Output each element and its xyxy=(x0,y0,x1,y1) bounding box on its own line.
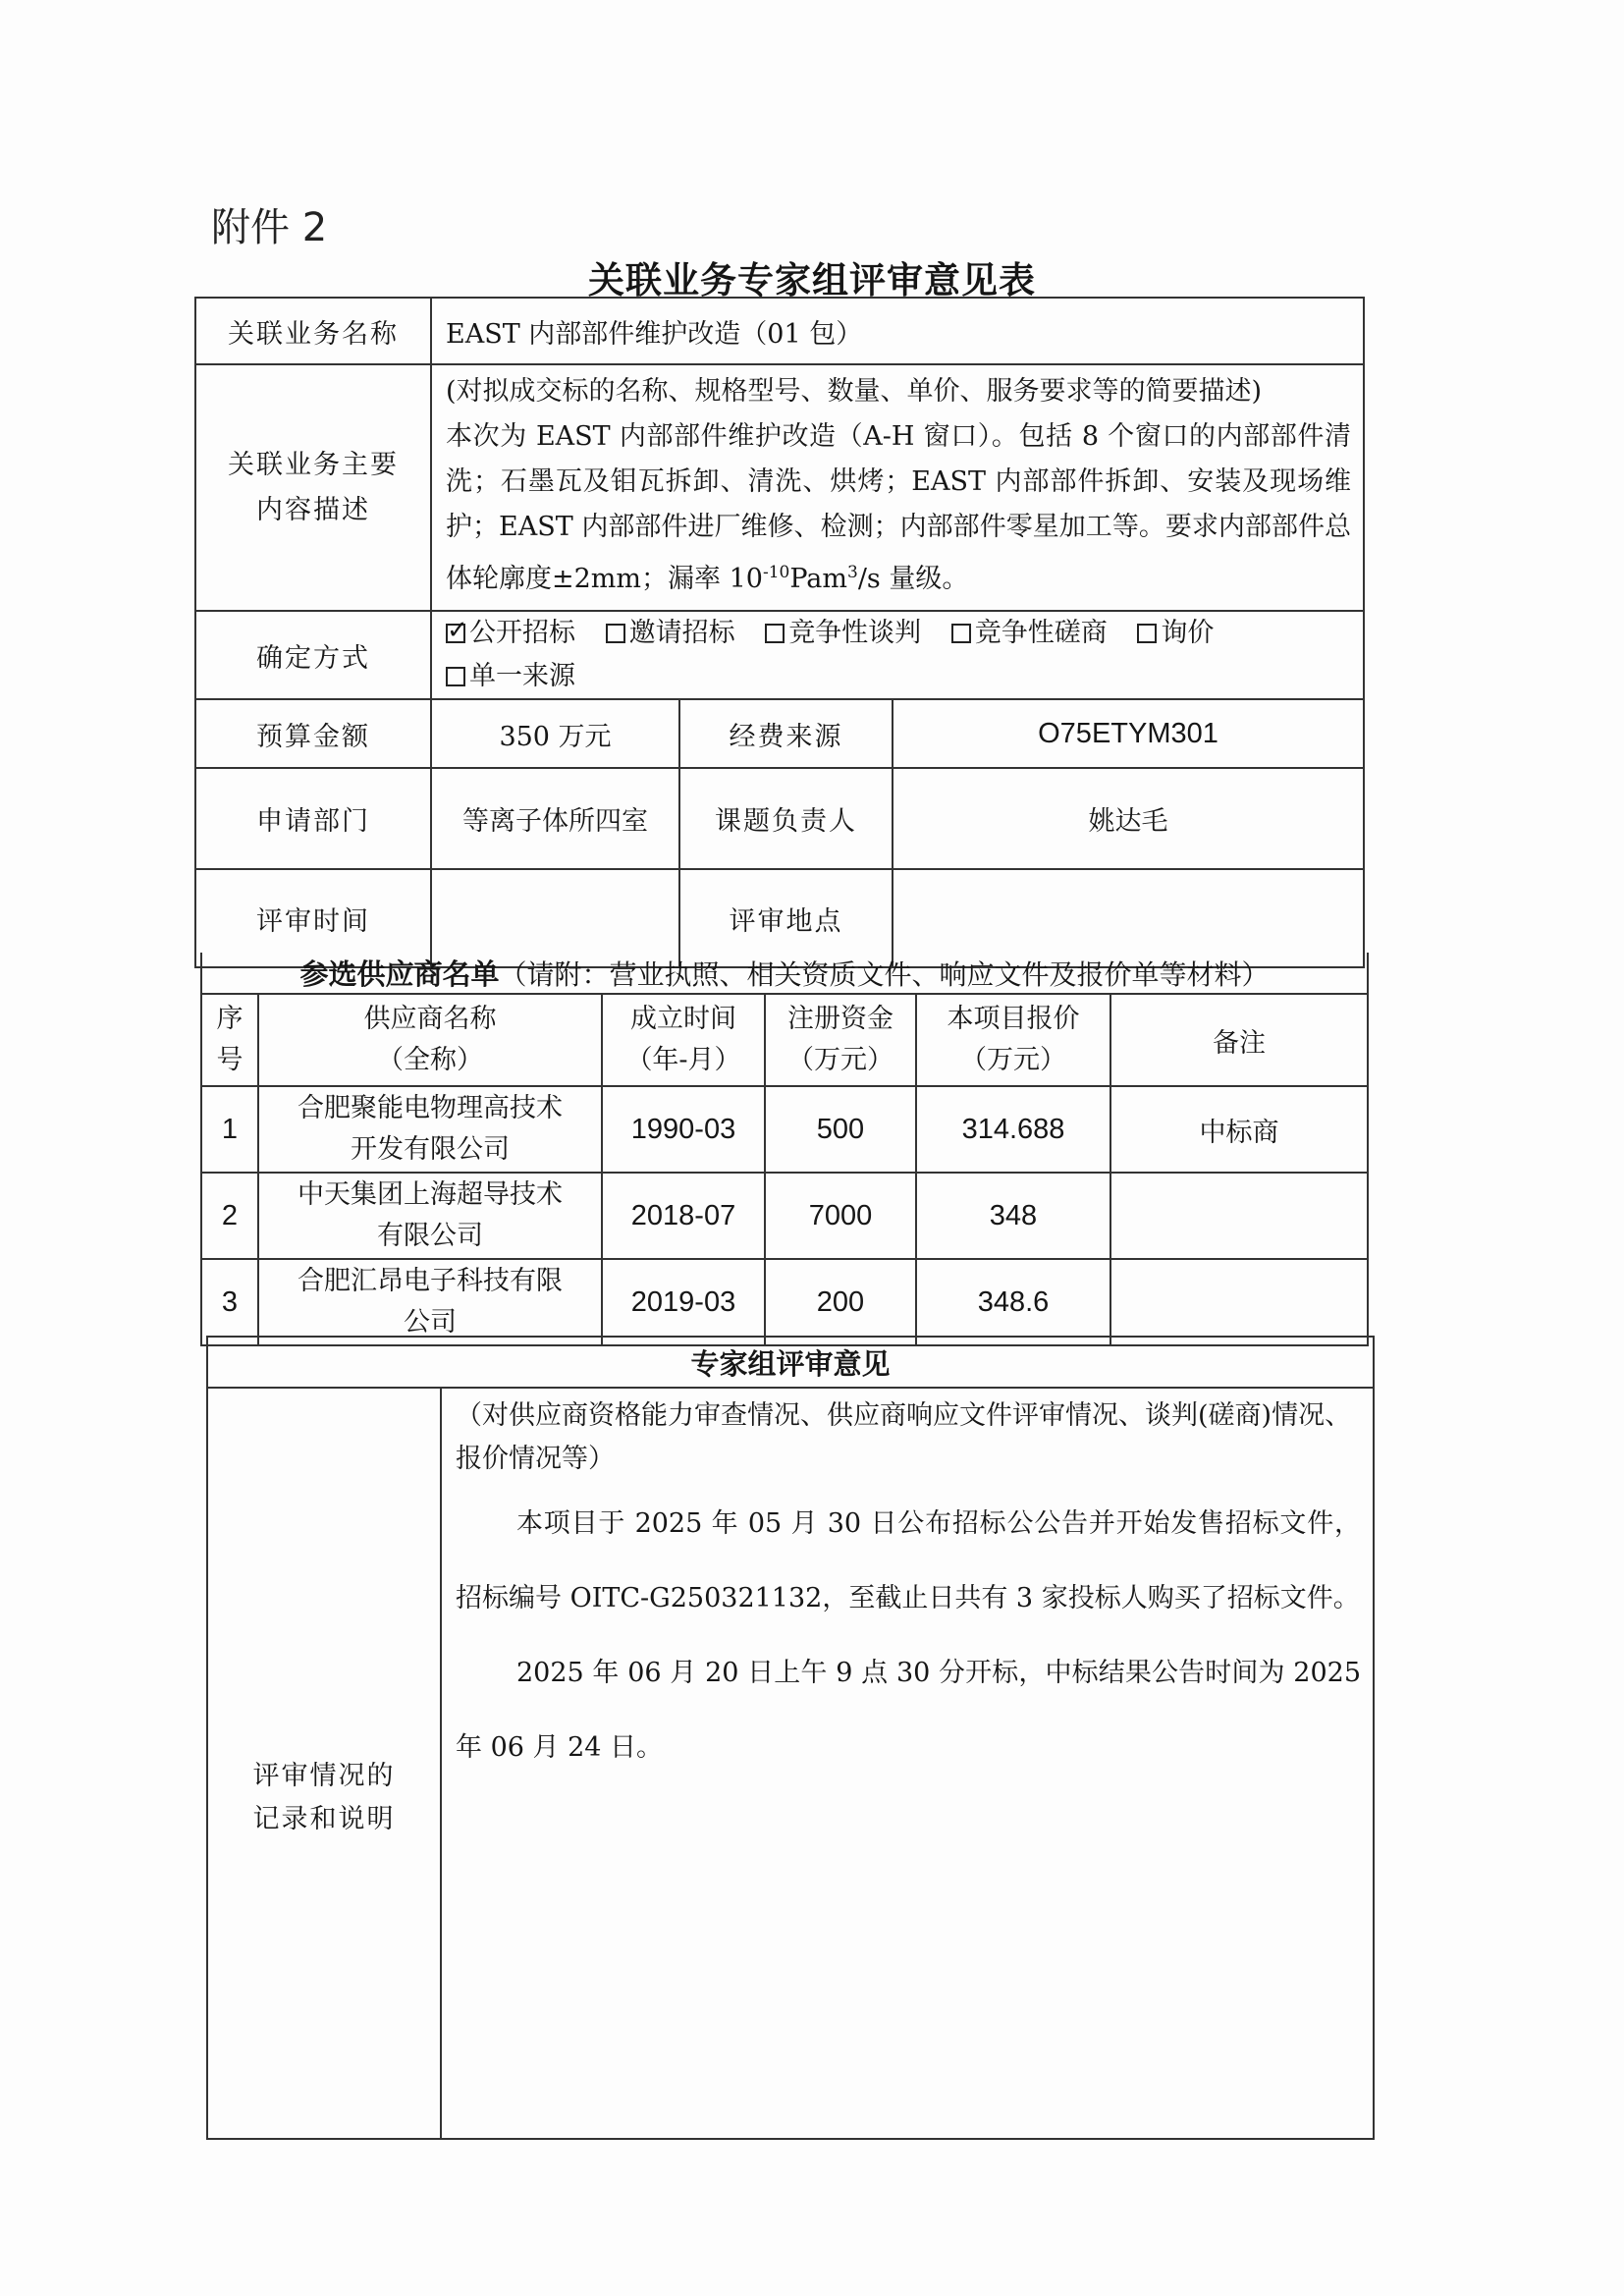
row-no: 2 xyxy=(201,1173,258,1259)
business-desc-tail: /s 量级。 xyxy=(857,564,969,594)
attachment-label: 附件 2 xyxy=(211,205,328,250)
business-desc-text: 本次为 EAST 内部部件维护改造（A-H 窗口）。包括 8 个窗口的内部部件清洗；石墨瓦及钼瓦拆卸、清洗、烘烤；EAST 内部部件拆卸、安装及现场维护；EAST 内部部件进厂维修、检测；内部部件零星加工等。要求内部部件总体轮廓度±2mm；漏率 10 xyxy=(446,421,1352,594)
supplier-heading-title: 参选供应商名单 xyxy=(299,957,500,991)
remark-cell xyxy=(1110,1259,1368,1345)
option-open-tender: 公开招标 xyxy=(469,618,575,648)
supplier-list-heading xyxy=(201,953,1368,994)
supplier-name-line1: 合肥汇昂电子科技有限 xyxy=(298,1266,563,1296)
business-desc-hint: (对拟成交标的名称、规格型号、数量、单价、服务要求等的简要描述) xyxy=(446,376,1263,407)
supplier-name xyxy=(258,1173,602,1259)
business-desc-label xyxy=(195,364,431,611)
table-row xyxy=(201,1259,1368,1345)
opinion-label xyxy=(207,1388,441,2139)
col-established-header-line1: 成立时间 xyxy=(630,1004,736,1034)
business-desc-body xyxy=(446,414,1351,602)
leak-rate-unit: Pam xyxy=(789,564,847,594)
col-no-header-line2: 号 xyxy=(216,1045,244,1075)
checkbox-competitive-negotiation[interactable] xyxy=(765,624,785,643)
table-row xyxy=(201,1086,1368,1173)
supplier-name xyxy=(258,1259,602,1345)
opinion-paragraph-1: 本项目于 2025 年 05 月 30 日公布招标公公告并开始发售招标文件，招标编号 OITC-G250321132，至截止日共有 3 家投标人购买了招标文件。 xyxy=(456,1508,1362,1613)
col-quote-header-line2: （万元） xyxy=(960,1045,1066,1075)
department-value: 等离子体所四室 xyxy=(431,768,679,869)
supplier-heading-note: （请附：营业执照、相关资质文件、响应文件及报价单等材料） xyxy=(499,958,1270,991)
supplier-name-line2: 开发有限公司 xyxy=(351,1134,510,1165)
col-established-header xyxy=(602,994,765,1086)
opinion-heading xyxy=(207,1337,1374,1388)
established-cell: 2019-03 xyxy=(602,1259,765,1345)
quote-cell: 348.6 xyxy=(916,1259,1110,1345)
option-invited-tender: 邀请招标 xyxy=(628,618,735,648)
col-quote-header-line1: 本项目报价 xyxy=(947,1004,1080,1034)
col-capital-header xyxy=(765,994,916,1086)
business-desc-value xyxy=(431,364,1364,611)
col-quote-header xyxy=(916,994,1110,1086)
supplier-name-line1: 合肥聚能电物理高技术 xyxy=(298,1093,563,1123)
row-no: 3 xyxy=(201,1259,258,1345)
leak-rate-exponent: -10 xyxy=(762,563,790,582)
project-leader-label: 课题负责人 xyxy=(679,768,893,869)
fund-source-value: O75ETYM301 xyxy=(893,699,1364,768)
checkbox-invited-tender[interactable] xyxy=(606,624,625,643)
supplier-name-line2: 公司 xyxy=(404,1307,457,1338)
opinion-paragraph-2: 2025 年 06 月 20 日上午 9 点 30 分开标，中标结果公告时间为 2025 年 06 月 24 日。 xyxy=(456,1658,1362,1763)
opinion-hint: （对供应商资格能力审查情况、供应商响应文件评审情况、谈判(磋商)情况、报价情况等） xyxy=(456,1400,1352,1474)
document-title: 关联业务专家组评审意见表 xyxy=(588,259,1036,301)
department-label: 申请部门 xyxy=(195,768,431,869)
business-desc-label-line2: 内容描述 xyxy=(256,494,370,525)
col-capital-header-line1: 注册资金 xyxy=(787,1004,893,1034)
established-cell: 1990-03 xyxy=(602,1086,765,1173)
col-capital-header-line2: （万元） xyxy=(787,1045,893,1075)
established-cell: 2018-07 xyxy=(602,1173,765,1259)
supplier-name xyxy=(258,1086,602,1173)
col-no-header xyxy=(201,994,258,1086)
review-place-label: 评审地点 xyxy=(679,869,893,967)
col-established-header-line2: （年-月） xyxy=(625,1045,741,1075)
budget-label: 预算金额 xyxy=(195,699,431,768)
business-desc-label-line1: 关联业务主要 xyxy=(228,449,399,480)
business-name-value: EAST 内部部件维护改造（01 包） xyxy=(431,298,1364,364)
opinion-content xyxy=(441,1388,1374,2139)
opinion-label-line2: 记录和说明 xyxy=(252,1803,396,1834)
capital-cell: 7000 xyxy=(765,1173,916,1259)
fund-source-label: 经费来源 xyxy=(679,699,893,768)
opinion-heading-text: 专家组评审意见 xyxy=(690,1346,891,1381)
budget-value: 350 万元 xyxy=(431,699,679,768)
supplier-table xyxy=(200,953,1369,1346)
checkbox-competitive-consultation[interactable] xyxy=(951,624,971,643)
leak-rate-unit-exponent: 3 xyxy=(847,563,858,582)
capital-cell: 500 xyxy=(765,1086,916,1173)
col-name-header-line2: （全称） xyxy=(377,1045,483,1075)
business-name-label: 关联业务名称 xyxy=(195,298,431,364)
project-leader-value: 姚达毛 xyxy=(893,768,1364,869)
checkbox-open-tender[interactable] xyxy=(446,624,465,643)
opinion-label-line1: 评审情况的 xyxy=(252,1760,396,1791)
col-no-header-line1: 序 xyxy=(216,1004,244,1034)
supplier-name-line1: 中天集团上海超导技术 xyxy=(298,1179,563,1210)
col-name-header xyxy=(258,994,602,1086)
table-row xyxy=(201,1173,1368,1259)
remark-cell xyxy=(1110,1173,1368,1259)
option-single-source: 单一来源 xyxy=(469,661,575,691)
capital-cell: 200 xyxy=(765,1259,916,1345)
business-table xyxy=(194,297,1365,968)
row-no: 1 xyxy=(201,1086,258,1173)
col-name-header-line1: 供应商名称 xyxy=(363,1004,497,1034)
supplier-name-line2: 有限公司 xyxy=(377,1221,483,1251)
quote-cell: 314.688 xyxy=(916,1086,1110,1173)
method-options xyxy=(431,611,1364,699)
quote-cell: 348 xyxy=(916,1173,1110,1259)
review-time-label: 评审时间 xyxy=(195,869,431,967)
option-competitive-negotiation: 竞争性谈判 xyxy=(788,618,922,648)
checkbox-inquiry[interactable] xyxy=(1137,624,1157,643)
option-competitive-consultation: 竞争性磋商 xyxy=(974,618,1108,648)
col-remark-header: 备注 xyxy=(1110,994,1368,1086)
method-label: 确定方式 xyxy=(195,611,431,699)
checkbox-single-source[interactable] xyxy=(446,667,465,686)
remark-cell: 中标商 xyxy=(1110,1086,1368,1173)
option-inquiry: 询价 xyxy=(1161,618,1215,648)
opinion-table xyxy=(206,1336,1375,2140)
